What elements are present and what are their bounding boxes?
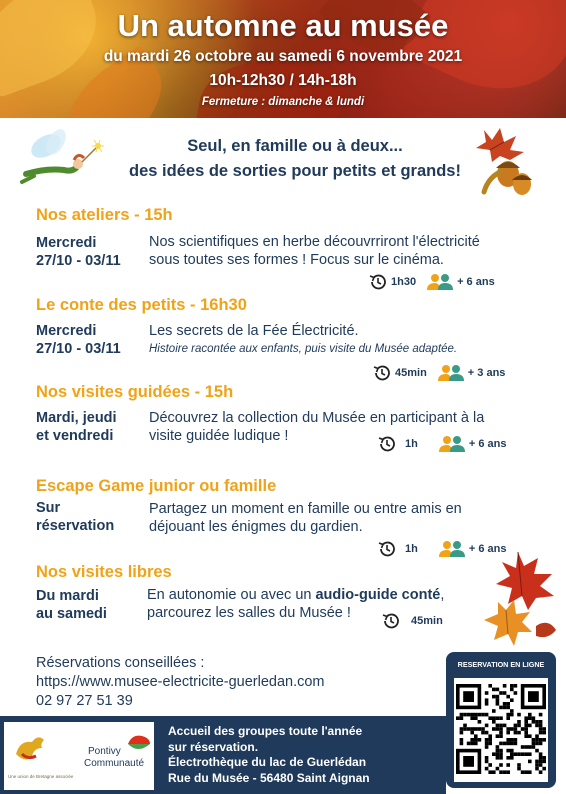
qr-panel bbox=[446, 652, 556, 788]
day-line: au samedi bbox=[36, 606, 107, 622]
people-icon bbox=[426, 273, 454, 291]
day-line: Sur bbox=[36, 500, 61, 516]
qr-code[interactable] bbox=[454, 678, 548, 782]
duration-text: 1h bbox=[405, 543, 418, 555]
intro-text bbox=[100, 134, 490, 184]
footer-info bbox=[168, 724, 370, 786]
day-line: Mercredi bbox=[36, 323, 97, 339]
section-meta-visites-libres bbox=[381, 611, 443, 631]
desc-text: , bbox=[440, 587, 445, 603]
section-day-visites-libres bbox=[36, 587, 107, 623]
page-title: Un automne au musée bbox=[117, 8, 449, 43]
footer-line: Électrothèque du lac de Guerlédan bbox=[168, 755, 367, 769]
footer-line: sur réservation. bbox=[168, 739, 259, 754]
section-day-conte bbox=[36, 322, 121, 358]
region-logo-icon bbox=[10, 730, 50, 770]
desc-line: parcourez les salles du Musée ! bbox=[147, 605, 351, 621]
pontivy-logo-line-2: Communauté bbox=[84, 758, 145, 769]
autumn-leaves-icon bbox=[478, 548, 560, 652]
section-title-ateliers: Nos ateliers - 15h bbox=[36, 206, 173, 224]
duration-text: 45min bbox=[411, 615, 443, 627]
section-day-visites-guidees bbox=[36, 409, 117, 445]
acorn-leaf-icon bbox=[470, 122, 538, 202]
clock-history-icon bbox=[372, 363, 392, 383]
section-meta-ateliers bbox=[368, 272, 495, 292]
intro-line-2: des idées de sorties pour petits et grands! bbox=[129, 162, 461, 180]
region-logo-caption bbox=[8, 774, 73, 779]
section-desc-escape-game bbox=[149, 500, 462, 536]
people-icon bbox=[437, 364, 465, 382]
age-text: + 6 ans bbox=[468, 438, 507, 450]
section-title-conte: Le conte des petits - 16h30 bbox=[36, 296, 247, 314]
closing-days: Fermeture : dimanche & lundi bbox=[201, 96, 365, 108]
desc-line: déjouant les énigmes du gardien. bbox=[149, 519, 363, 535]
clock-history-icon bbox=[377, 539, 397, 559]
age-text: + 3 ans bbox=[467, 367, 506, 379]
phone-number[interactable]: 02 97 27 51 39 bbox=[36, 693, 133, 709]
desc-line: Partagez un moment en famille ou entre amis en bbox=[149, 501, 462, 517]
people-icon bbox=[438, 540, 466, 558]
qr-code-graphic bbox=[454, 678, 548, 782]
section-meta-conte bbox=[372, 363, 505, 383]
desc-line: Les secrets de la Fée Électricité. bbox=[149, 323, 359, 339]
section-day-escape-game bbox=[36, 499, 114, 535]
desc-line: visite guidée ludique ! bbox=[149, 428, 289, 444]
day-line: et vendredi bbox=[36, 428, 114, 444]
desc-small-line: Histoire racontée aux enfants, puis visite du Musée adaptée. bbox=[149, 343, 458, 355]
age-text: + 6 ans bbox=[468, 543, 507, 555]
caption-text: Une union de Bretagne bbox=[8, 774, 55, 779]
day-line: 27/10 - 03/11 bbox=[36, 253, 121, 269]
section-day-ateliers bbox=[36, 234, 121, 270]
section-desc-conte bbox=[149, 322, 457, 358]
qr-label: RESERVATION EN LIGNE bbox=[457, 660, 545, 669]
audio-guide-highlight: audio-guide conté bbox=[315, 587, 441, 603]
duration-text: 1h30 bbox=[391, 276, 417, 288]
duration-text: 45min bbox=[395, 367, 427, 379]
footer-line: Accueil des groupes toute l'année bbox=[168, 724, 363, 738]
contact-block bbox=[36, 654, 325, 711]
intro-line-1: Seul, en famille ou à deux... bbox=[187, 137, 403, 155]
website-link[interactable]: https://www.musee-electricite-guerledan.com bbox=[36, 674, 325, 690]
day-line: Mercredi bbox=[36, 235, 97, 251]
day-line: Du mardi bbox=[36, 588, 99, 604]
fairy-icon bbox=[16, 128, 106, 192]
pontivy-logo-icon bbox=[126, 732, 152, 754]
clock-history-icon bbox=[381, 611, 401, 631]
section-title-escape-game: Escape Game junior ou famille bbox=[36, 477, 277, 495]
section-desc-ateliers bbox=[149, 233, 480, 269]
header-banner bbox=[0, 0, 566, 118]
clock-history-icon bbox=[377, 434, 397, 454]
desc-line bbox=[147, 586, 444, 604]
day-line: 27/10 - 03/11 bbox=[36, 341, 121, 357]
duration-text: 1h bbox=[405, 438, 418, 450]
footer bbox=[0, 716, 446, 794]
section-meta-visites-guidees bbox=[377, 434, 506, 454]
desc-text: En autonomie ou avec un bbox=[147, 587, 316, 603]
footer-line: Rue du Musée - 56480 Saint Aignan bbox=[168, 770, 370, 785]
day-line: Mardi, jeudi bbox=[36, 410, 117, 426]
day-line: réservation bbox=[36, 518, 115, 534]
opening-hours: 10h-12h30 / 14h-18h bbox=[209, 72, 357, 89]
partner-logos bbox=[4, 722, 154, 790]
clock-history-icon bbox=[368, 272, 388, 292]
pontivy-logo-line-1: Pontivy bbox=[88, 746, 121, 757]
desc-line: Nos scientifiques en herbe découvrriront l'électricité bbox=[149, 234, 480, 250]
age-text: + 6 ans bbox=[457, 276, 495, 288]
caption-text: associée bbox=[55, 774, 74, 779]
desc-line: Découvrez la collection du Musée en participant à la bbox=[149, 410, 485, 426]
desc-line: sous toutes ses formes ! Focus sur le cinéma. bbox=[149, 252, 444, 268]
section-title-visites-libres: Nos visites libres bbox=[36, 563, 172, 581]
people-icon bbox=[438, 435, 466, 453]
reservation-label: Réservations conseillées : bbox=[36, 655, 205, 671]
event-dates: du mardi 26 octobre au samedi 6 novembre 2021 bbox=[103, 48, 463, 65]
section-title-visites-guidees: Nos visites guidées - 15h bbox=[36, 383, 234, 401]
